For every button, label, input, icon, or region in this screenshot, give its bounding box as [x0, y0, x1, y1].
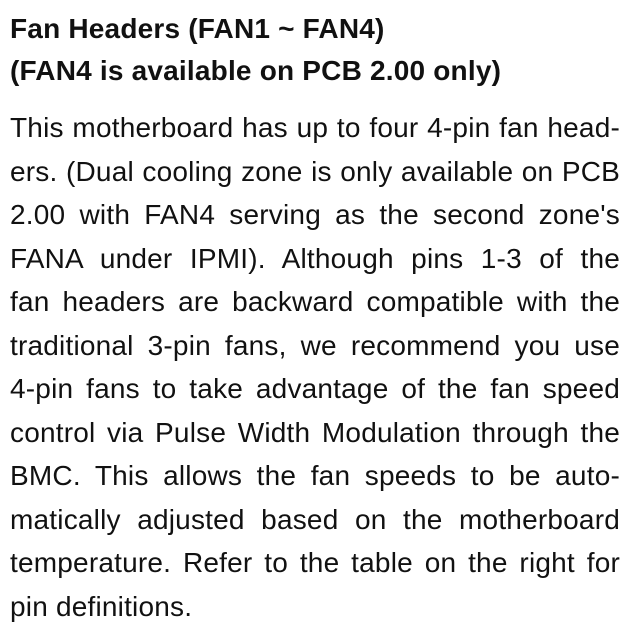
paragraph-line: traditional 3-pin fans, we recommend you use: [10, 324, 620, 368]
paragraph-line: matically adjusted based on the motherboard: [10, 498, 620, 542]
paragraph-line: pin definitions.: [10, 585, 620, 628]
heading-line-2: (FAN4 is available on PCB 2.00 only): [10, 50, 620, 92]
paragraph-line: FANA under IPMI). Although pins 1-3 of the: [10, 237, 620, 281]
paragraph-line: 4-pin fans to take advantage of the fan speed: [10, 367, 620, 411]
body-paragraph: [10, 106, 620, 628]
paragraph-line: 2.00 with FAN4 serving as the second zone's: [10, 193, 620, 237]
paragraph-line: control via Pulse Width Modulation through the: [10, 411, 620, 455]
paragraph-line: ers. (Dual cooling zone is only available on PCB: [10, 150, 620, 194]
section-heading: [10, 8, 620, 92]
paragraph-line: fan headers are backward compatible with the: [10, 280, 620, 324]
paragraph-line: temperature. Refer to the table on the right for: [10, 541, 620, 585]
heading-line-1: Fan Headers (FAN1 ~ FAN4): [10, 8, 620, 50]
paragraph-line: This motherboard has up to four 4-pin fan head-: [10, 106, 620, 150]
paragraph-line: BMC. This allows the fan speeds to be auto-: [10, 454, 620, 498]
